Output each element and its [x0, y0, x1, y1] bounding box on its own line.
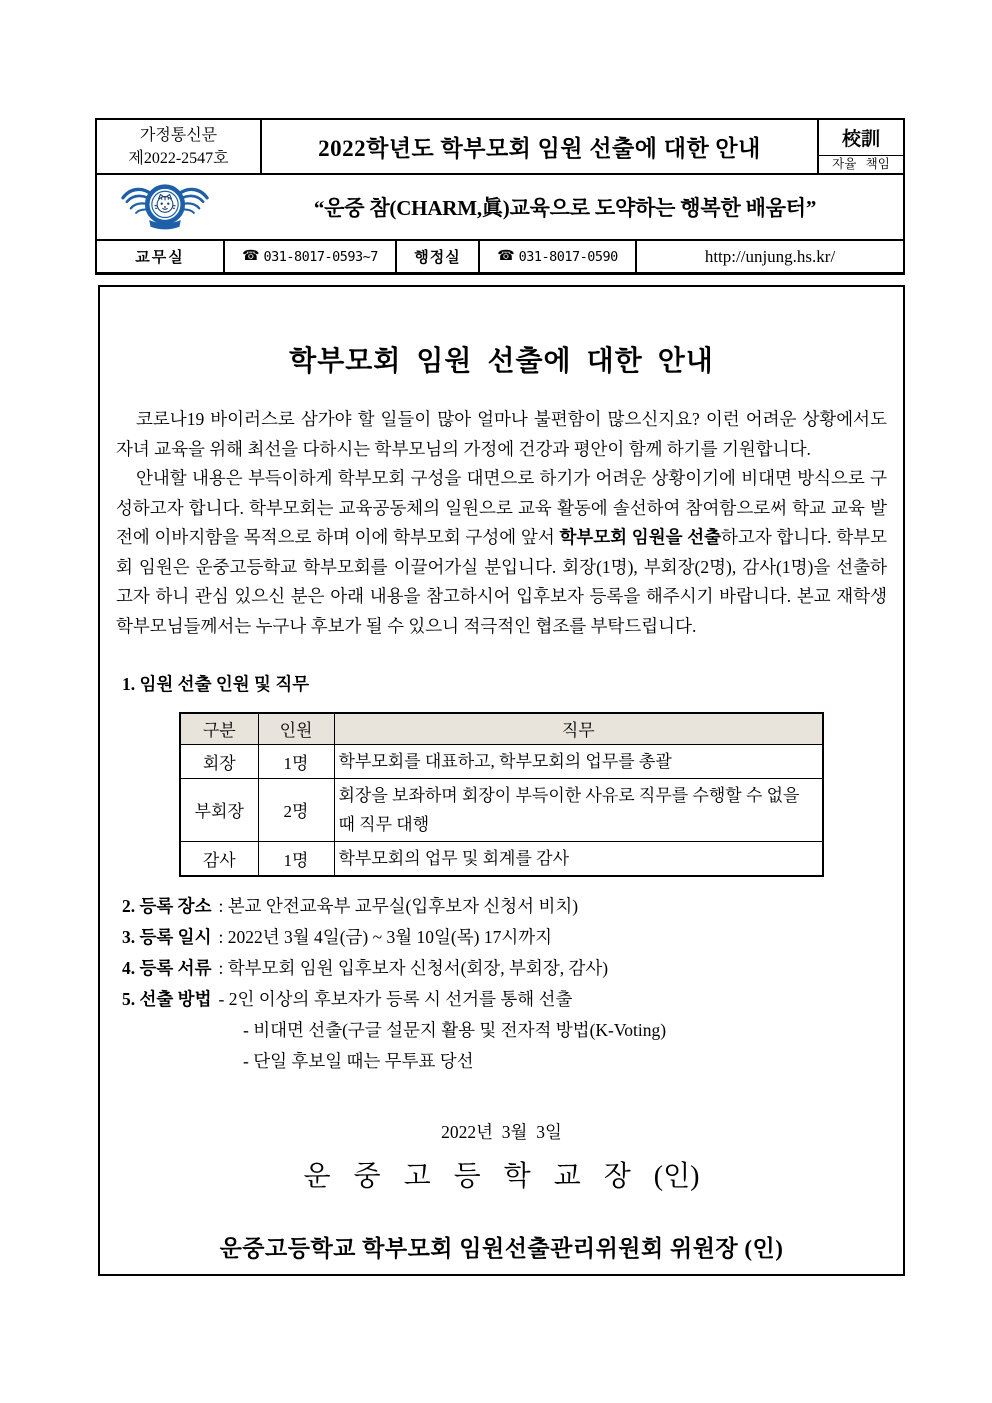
office1-phone-cell — [225, 241, 397, 272]
motto-text: 자율 책임 — [819, 155, 903, 173]
officer-duty-table — [179, 712, 824, 877]
section1-heading: 1. 임원 선출 인원 및 직무 — [122, 674, 310, 694]
list-subitem: - 단일 후보일 때는 무투표 당선 — [243, 1050, 474, 1071]
document-title: 2022학년도 학부모회 임원 선출에 대한 안내 — [318, 136, 761, 161]
row2-count: 2명 — [258, 778, 334, 841]
table-header-row — [180, 713, 823, 744]
header-table — [95, 118, 905, 275]
doc-title-cell — [262, 120, 819, 173]
header-row-title — [97, 120, 903, 175]
office2-label: 행정실 — [397, 241, 480, 272]
doc-number: 제2022-2547호 — [128, 149, 229, 167]
office2-phone: 031-8017-0590 — [518, 248, 618, 265]
header-row-contacts — [97, 241, 903, 272]
list-item-registration-docs — [122, 953, 887, 984]
school-emblem-icon — [119, 178, 211, 236]
paragraph-greeting — [116, 405, 887, 464]
info-items — [122, 891, 887, 1077]
phone-icon: ☎ — [242, 249, 260, 264]
school-emblem-logo — [97, 178, 233, 236]
notice-title: 학부모회 임원 선출에 대한 안내 — [289, 346, 714, 377]
list-item-registration-date — [122, 922, 887, 953]
motto-label: 校訓 — [841, 129, 880, 150]
motto-cell — [819, 120, 903, 173]
item-text: : 본교 안전교육부 교무실(입후보자 신청서 비치) — [218, 895, 579, 916]
item-text: : 학부모회 임원 입후보자 신청서(회장, 부회장, 감사) — [218, 957, 609, 978]
school-slogan: “운중 참(CHARM,眞)교육으로 도약하는 행복한 배움터” — [313, 196, 817, 220]
row2-duty: 회장을 보좌하며 회장이 부득이한 사유로 직무를 수행할 수 없을 때 직무 대행 — [334, 778, 823, 841]
office2-phone-cell — [480, 241, 637, 272]
office1-phone: 031-8017-0593~7 — [263, 248, 378, 265]
item-label: 3. 등록 일시 — [122, 926, 212, 947]
row1-duty: 학부모회를 대표하고, 학부모회의 업무를 총괄 — [334, 744, 823, 778]
table-row — [180, 841, 823, 876]
list-subitem: - 비대면 선출(구글 설문지 활용 및 전자적 방법(K-Voting) — [243, 1019, 667, 1040]
paragraph-announcement — [116, 464, 887, 641]
col-header-count: 인원 — [258, 713, 334, 744]
item-text: : 2022년 3월 4일(금) ~ 3월 10일(목) 17시까지 — [218, 926, 553, 947]
list-item-registration-place — [122, 891, 887, 922]
office1-label: 교무실 — [97, 241, 225, 272]
signature-committee-chair: 운중고등학교 학부모회 임원선출관리위원회 위원장 (인) — [219, 1235, 784, 1261]
notice-body-box — [98, 285, 905, 1276]
list-item-election-method — [122, 984, 887, 1015]
row2-category: 부회장 — [180, 778, 258, 841]
signature-principal: 운 중 고 등 학 교 장 (인) — [303, 1160, 700, 1192]
row3-duty: 학부모회의 업무 및 회계를 감사 — [334, 841, 823, 876]
paragraph2-post: 하고자 합니다. 학부모회 임원은 운중고등학교 학부모회를 이끌어가실 분입니다. 회장(1명), 부회장(2명), 감사(1명)을 선출하고자 하니 관심 있으신 분은 아래 내용을 참고하시어 입후보자 등록을 해주시기 바랍니다. 본교 재학생 학부모님들께서는 누구나 후보가 될 수 있으니 적극적인 협조를 부탁드립니다. — [116, 527, 887, 636]
row1-category: 회장 — [180, 744, 258, 778]
paragraph1-text: 코로나19 바이러스로 삼가야 할 일들이 많아 얼마나 불편함이 많으신지요? 이런 어려운 상황에서도 자녀 교육을 위해 최선을 다하시는 학부모님의 가정에 건강과 평안이 함께 하기를 기원합니다. — [116, 409, 887, 459]
item-text: - 2인 이상의 후보자가 등록 시 선거를 통해 선출 — [218, 988, 573, 1009]
table-row — [180, 778, 823, 841]
doc-id-cell — [97, 120, 262, 173]
item-label: 2. 등록 장소 — [122, 895, 212, 916]
header-row-slogan — [97, 175, 903, 241]
issue-date: 2022년 3월 3일 — [441, 1121, 562, 1142]
paragraph2-bold: 학부모회 임원을 선출 — [559, 527, 722, 547]
col-header-category: 구분 — [180, 713, 258, 744]
row3-count: 1명 — [258, 841, 334, 876]
item-label: 4. 등록 서류 — [122, 957, 212, 978]
col-header-duty: 직무 — [334, 713, 823, 744]
website-link[interactable]: http://unjung.hs.kr/ — [704, 246, 836, 266]
item-label: 5. 선출 방법 — [122, 988, 212, 1009]
paragraph2-pre: 안내할 내용은 부득이하게 학부모회 구성을 대면으로 하기가 어려운 상황이기에 비대면 방식으로 구성하고자 합니다. 학부모회는 교육공동체의 일원으로 교육 활동에 솔선하여 참여함으로써 학교 교육 발전에 이바지함을 목적으로 하며 이에 학부모회 구성에 앞서 — [116, 468, 887, 547]
row3-category: 감사 — [180, 841, 258, 876]
doc-type: 가정통신문 — [139, 126, 218, 144]
table-row — [180, 744, 823, 778]
row1-count: 1명 — [258, 744, 334, 778]
phone-icon: ☎ — [497, 249, 515, 264]
